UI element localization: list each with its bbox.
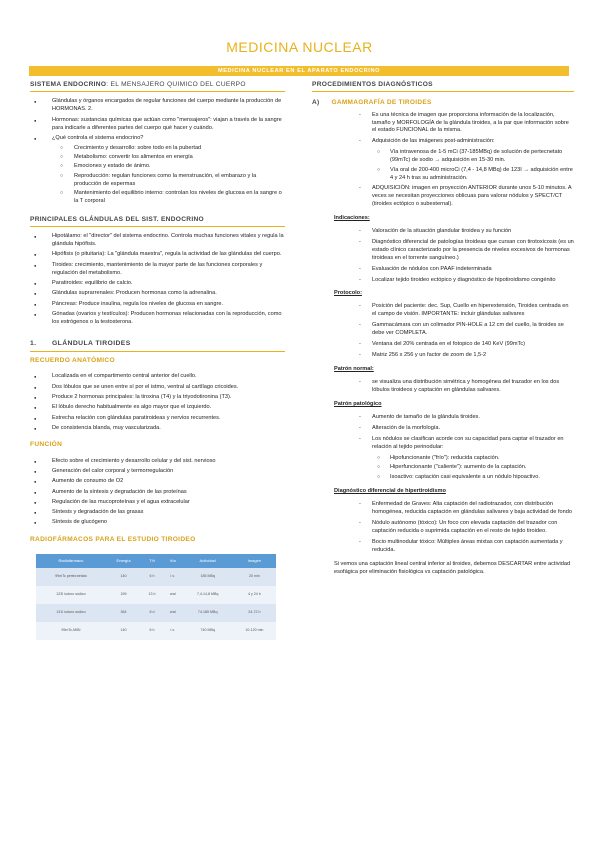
table-row [36, 604, 276, 622]
list-item: ● Generación del calor corporal y termorregulación [30, 468, 285, 476]
table-header-row [36, 554, 276, 568]
list-item: ● Hipotálamo: el "director" del sistema endocrino. Controla muchas funciones vitales y regula la glándula hipófisis. [30, 233, 285, 249]
indications-list [312, 228, 574, 285]
normal-pattern-list [312, 379, 574, 395]
nodule-types-list [312, 455, 574, 483]
list-item: ○ Reproducción: regulan funciones como la menstruación, el embarazo y la producción de espermas [30, 173, 285, 189]
list-item: - se visualiza una distribución simétrica y homogénea del trazador en los dos lóbulos tiroideos y captación en glándulas salivares. [312, 379, 574, 395]
list-item: - Evaluación de nódulos con PAAF indeterminada [312, 266, 574, 274]
table-cell: oral [163, 604, 183, 622]
table-header-cell: Imagen [233, 554, 276, 568]
function-list [30, 458, 285, 528]
list-item: ● Síntesis de glucógeno [30, 519, 285, 527]
list-item: ○ Vía oral de 200-400 microCi (7,4 - 14,8 MBq) de 123I → adquisición entre 4 y 24 h tras su administración. [312, 167, 574, 183]
table-cell: 10-120 min [233, 622, 276, 640]
list-item: ● ¿Qué controla el sistema endocrino? [30, 135, 285, 143]
table-cell: 364 [106, 604, 141, 622]
list-item: ● Regulación de las mucoproteínas y el agua extracelular [30, 499, 285, 507]
list-item: ● Páncreas: Produce insulina, regula los niveles de glucosa en sangre. [30, 301, 285, 309]
differential-diagnosis-heading: Diagnóstico diferencial de hipertiroidismo [334, 488, 446, 495]
list-item: ● Hormonas: sustancias químicas que actúan como "mensajeros": viajan a través de la sangre para indicarle a diferentes partes del cuerpo qué hacer y cuándo. [30, 117, 285, 133]
list-item: - Es una técnica de imagen que proporciona información de la localización, tamaño y MORFOLOGÍA de la glándula tiroides, a la par que información sobre el estado FUNCIONAL de la misma. [312, 112, 574, 136]
table-cell: 99mTc-MIBI [36, 622, 106, 640]
acquisition-detail-list [312, 185, 574, 209]
thyroid-scintigraphy-heading: A) GAMMAGRAFÍA DE TIROIDES [312, 99, 432, 107]
list-item: - Los nódulos se clasifican acorde con su capacidad para captar el trazador en relación al tejido perinodular: [312, 436, 574, 452]
table-cell: 6 h [141, 568, 163, 586]
list-item: ○ Metabolismo: convertir los alimentos en energía [30, 154, 285, 162]
table-cell: oral [163, 586, 183, 604]
pathological-pattern-heading: Patrón patológico [334, 400, 382, 407]
list-item: ● Aumento de consumo de O2 [30, 478, 285, 486]
protocol-list [312, 303, 574, 360]
scintigraphy-list [312, 112, 574, 147]
list-item: ● De consistencia blanda, muy vascularizada. [30, 425, 285, 433]
table-header-cell: Actividad [183, 554, 233, 568]
table-cell: 4 y 24 h [233, 586, 276, 604]
list-item: ○ Isoactivo: captación casi equivalente a un nódulo hipoactivo. [312, 474, 574, 482]
list-item: ● Aumento de la síntesis y degradación de las proteínas [30, 489, 285, 497]
table-cell: 8 d [141, 604, 163, 622]
main-glands-heading: PRINCIPALES GLÁNDULAS DEL SIST. ENDOCRINO [30, 215, 285, 227]
list-item: ● Produce 2 hormonas principales: la tiroxina (T4) y la triyodotironina (T3). [30, 394, 285, 402]
table-cell: 74-185 MBq [183, 604, 233, 622]
list-item: - Bocio multinodular tóxico: Múltiples áreas mixtas con captación aumentada y reducida. [312, 539, 574, 555]
table-row [36, 622, 276, 640]
table-cell: 123I ioduro sódico [36, 586, 106, 604]
table-cell: 20 min [233, 568, 276, 586]
list-item: - Alteración de la morfología. [312, 425, 574, 433]
list-item: ● Localizada en el compartimento central anterior del cuello. [30, 373, 285, 381]
list-item: - Enfermedad de Graves: Alta captación del radiotrazador, con distribución homogénea, reducida captación en glándulas salivares y baja actividad de fondo [312, 501, 574, 517]
table-cell: 140 [106, 568, 141, 586]
table-cell: i.v. [163, 568, 183, 586]
normal-pattern-heading: Patrón normal: [334, 366, 374, 373]
differential-diagnosis-list [312, 501, 574, 555]
list-item: - Matriz 256 x 256 y un factor de zoom de 1,5-2 [312, 352, 574, 360]
section-banner: MEDICINA NUCLEAR EN EL APARATO ENDOCRINO [29, 66, 569, 76]
list-item: ● Tiroides: crecimiento, mantenimiento de la mayor parte de las funciones corporales y regulación del metabolismo. [30, 262, 285, 278]
table-cell: 140 [106, 622, 141, 640]
main-glands-list [30, 233, 285, 327]
endocrine-controls-list [30, 145, 285, 205]
endocrine-system-list [30, 98, 285, 142]
list-item: ● Gónadas (ovarios y testículos): Producen hormonas relacionadas con la reproducción, como los estrógenos o la testosterona. [30, 311, 285, 327]
table-header-cell: T½ [141, 554, 163, 568]
table-cell: 99mTc pertecnetato [36, 568, 106, 586]
list-item: - Aumento de tamaño de la glándula tiroides. [312, 414, 574, 422]
list-item: ● El lóbulo derecho habitualmente es algo mayor que el izquierdo. [30, 404, 285, 412]
list-item: ● Síntesis y degradación de las grasas [30, 509, 285, 517]
function-heading: FUNCIÓN [30, 441, 63, 449]
protocol-heading: Protocolo: [334, 290, 362, 297]
right-column [312, 80, 574, 577]
closing-paragraph: Si vemos una captación lineal central inferior al tiroides, debemos DESCARTAR entre actividad esofágica por eliminación fisiológica vs captación patológica. [334, 560, 571, 575]
list-item: ○ Hiperfuncionante ("caliente"): aumento de la captación. [312, 464, 574, 472]
page-title: MEDICINA NUCLEAR [226, 39, 373, 55]
anatomy-list [30, 373, 285, 433]
indications-heading: Indicaciones: [334, 214, 370, 221]
list-item: ○ Mantenimiento del equilibrio interno: controlan los niveles de glucosa en la sangre o la T corporal [30, 190, 285, 206]
list-item: ● Estrecha relación con glándulas paratiroideas y nervios recurrentes. [30, 415, 285, 423]
radiopharmaceuticals-table [36, 554, 276, 640]
diagnostic-procedures-heading: PROCEDIMIENTOS DIAGNÓSTICOS [312, 80, 574, 92]
list-item: ● Efecto sobre el crecimiento y desarrollo celular y del sist. nervioso [30, 458, 285, 466]
list-item: ● Dos lóbulos que se unen entre sí por el istmo, ventral al cartílago cricoides. [30, 384, 285, 392]
list-item: - Ventana del 20% centrada en el fotopico de 140 KeV (99mTc) [312, 341, 574, 349]
table-cell: 131I ioduro sódico [36, 604, 106, 622]
left-column [30, 80, 285, 640]
list-item: ● Glándulas suprarrenales: Producen hormonas como la adrenalina. [30, 290, 285, 298]
table-cell: i.v. [163, 622, 183, 640]
list-item: ● Hipófisis (o pituitaria): La "glándula maestra", regula la actividad de las glándulas del cuerpo. [30, 251, 285, 259]
table-cell: 13 h [141, 586, 163, 604]
table-header-cell: Vía [163, 554, 183, 568]
list-item: ● Paratiroides: equilibrio de calcio. [30, 280, 285, 288]
list-item: - Nódulo autónomo (tóxico): Un foco con elevada captación del trazador con captación reducida o suprimida captación en el resto de tejido tiroideo. [312, 520, 574, 536]
list-item: ○ Vía intravenosa de 1-5 mCi (37-185MBq) de solución de pertecnetato (99mTc) de sodio → adquisición en 15-30 min. [312, 149, 574, 165]
list-item: - Localizar tejido tiroideo ectópico y diagnóstico de hipotiroidismo congénito [312, 277, 574, 285]
pathological-pattern-list [312, 414, 574, 452]
list-item: ● Glándulas y órganos encargados de regular funciones del cuerpo mediante la producción de HORMONAS. 2. [30, 98, 285, 114]
radiopharmaceuticals-heading: RADIOFÁRMACOS PARA EL ESTUDIO TIROIDEO [30, 535, 196, 543]
list-item: - Gammacámara con un colimador PIN-HOLE a 12 cm del cuello, la tiroides se debe ver COMPLETA. [312, 322, 574, 338]
list-item: ○ Emociones y estado de ánimo. [30, 163, 285, 171]
list-item: ○ Crecimiento y desarrollo: sobre todo en la pubertad [30, 145, 285, 153]
table-cell: 6 h [141, 622, 163, 640]
thyroid-heading: 1. GLÁNDULA TIROIDES [30, 339, 285, 352]
list-item: - Valoración de la situación glandular tiroidea y su función [312, 228, 574, 236]
table-header-cell: Radiofármaco [36, 554, 106, 568]
table-cell: 740 MBq [183, 622, 233, 640]
table-cell: 159 [106, 586, 141, 604]
table-cell: 24-72 h [233, 604, 276, 622]
endocrine-system-heading: SISTEMA ENDOCRINO: EL MENSAJERO QUIMICO DEL CUERPO [30, 80, 285, 92]
list-item: ○ Hipofuncionante ("frío"): reducida captación. [312, 455, 574, 463]
list-item: - Diagnóstico diferencial de patologías tiroideas que cursan con tirotoxicosis (es un estado clínico caracterizado por la presencia de niveles excesivos de hormonas tiroideas en el torrente sanguíneo.) [312, 239, 574, 263]
anatomy-heading: RECUERDO ANATÓMICO [30, 356, 115, 364]
table-row [36, 568, 276, 586]
table-cell: 7,4-14,8 MBq [183, 586, 233, 604]
list-item: - Posición del paciente: dec. Sup, Cuello en hiperextensión, Tiroides centrada en el campo de visión. IMPORTANTE: incluir glándulas salivares [312, 303, 574, 319]
acquisition-list [312, 149, 574, 183]
table-cell: 185 MBq [183, 568, 233, 586]
table-row [36, 586, 276, 604]
table-header-cell: Energía [106, 554, 141, 568]
list-item: - ADQUISICIÓN: imagen en proyección ANTERIOR durante unos 5-10 minutos. A veces se necesitan proyecciones oblicuas para valorar nódulos y SPECT/CT (tiroides ectópico o subesternal). [312, 185, 574, 209]
list-item: - Adquisición de las imágenes post-administración: [312, 138, 574, 146]
